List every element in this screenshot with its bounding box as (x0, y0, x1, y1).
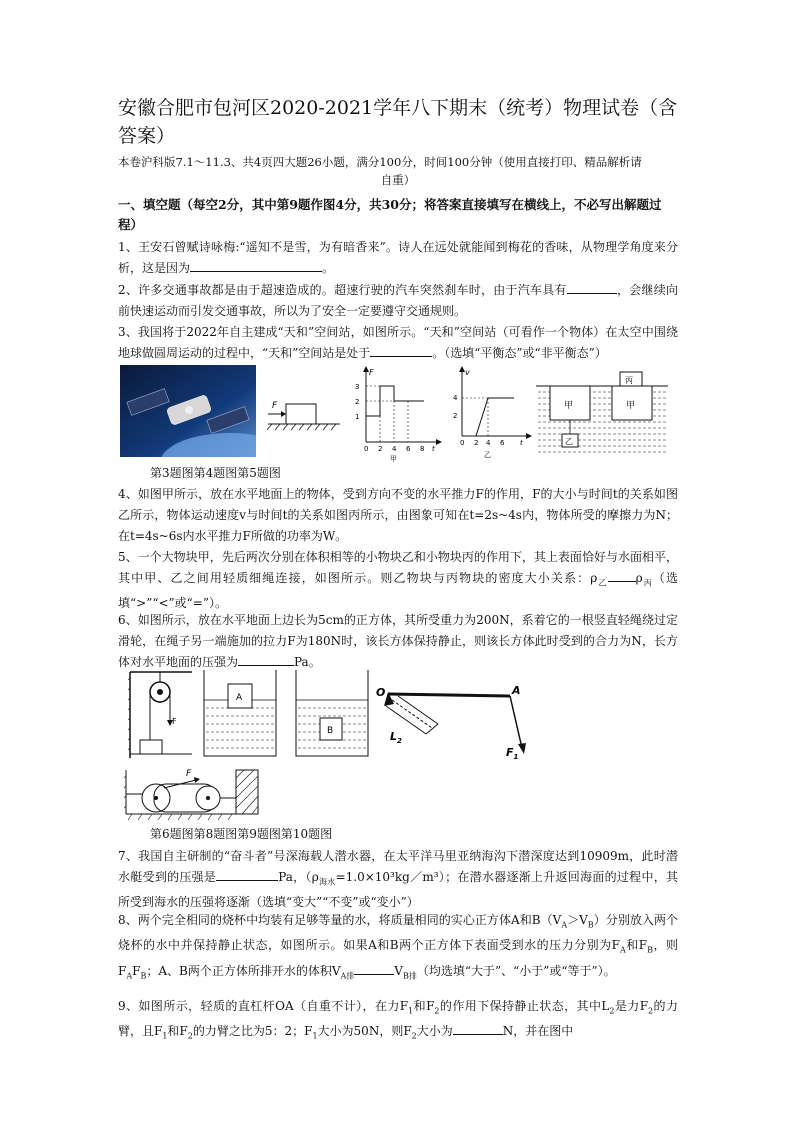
question-5 (118, 547, 678, 614)
block-jia-right: 甲 (626, 401, 636, 411)
subscript: B (140, 971, 147, 981)
question-9-text-c: 的作用下保持静止状态，其中L (439, 999, 610, 1013)
force-label: F (272, 401, 278, 411)
question-1-text: 1、王安石曾赋诗咏梅:“遥知不是雪，为有暗香来”。诗人在远处就能闻到梅花的香味，从物理学角度来分析，这是因为 (118, 240, 678, 275)
pulley-cart-figure (124, 764, 260, 822)
force-f1-label: $F_1$ (506, 746, 519, 761)
question-2 (118, 280, 678, 322)
answer-blank (370, 344, 432, 357)
subscript: A (126, 971, 133, 981)
buoyancy-figure (536, 368, 668, 460)
question-4-text: 4、如图甲所示，放在水平地面上的物体，受到方向不变的水平推力F的作用，F的大小与时间t的关系如图乙所示，物体运动速度v与时间t的关系如图丙所示，由图象可知在t=2s~4s内，物体所受的摩擦力为N；在t=4s~6s内水平推力F所做的功率为W。 (118, 487, 678, 543)
question-3-text-b: 。（选填“平衡态”或“非平衡态”） (432, 346, 607, 360)
pulley-figure (128, 668, 194, 760)
block-yi: 乙 (565, 437, 573, 446)
cube-a-label: A (236, 693, 243, 703)
answer-blank (238, 653, 294, 666)
question-8-text-i: （均选填“大于”、“小于”或“等于”）。 (416, 963, 616, 978)
force-label: F (172, 717, 177, 726)
tick-x-4: 4 (392, 445, 397, 453)
subscript: B (587, 920, 594, 930)
lever-figure (376, 682, 536, 768)
question-8-text-f: F (132, 963, 141, 978)
subscript: A (619, 945, 626, 955)
end-label: A (512, 684, 521, 697)
question-3-text-a: 3、我国将于2022年自主建成“天和”空间站，如图所示。“天和”空间站（可看作一个物体）在太空中围绕地球做圆周运动的过程中，“天和”空间站是处于 (118, 325, 678, 360)
tick-x-8: 8 (420, 445, 425, 453)
tick-y-3: 3 (355, 383, 360, 391)
subscript: 海水 (318, 877, 336, 887)
subscript: 2 (187, 1031, 193, 1041)
tick-x-0: 0 (460, 439, 465, 447)
velocity-time-graph (450, 364, 534, 462)
tick-x-0: 0 (364, 445, 369, 453)
subscript: 1 (162, 1031, 168, 1041)
exam-info-line2: 自重） (380, 173, 416, 187)
tick-y-4: 4 (453, 394, 458, 402)
question-9-text-e: 的力臂，且F (118, 999, 678, 1039)
tick-y-2: 2 (355, 398, 360, 406)
y-axis-label: v (465, 368, 470, 377)
question-3 (118, 322, 678, 364)
answer-blank (608, 569, 636, 582)
question-9-text-h: 大小为50N，则F (317, 1024, 412, 1039)
question-6 (118, 610, 678, 673)
question-8-text-h: V (394, 963, 403, 978)
question-9-text-d: 是力F (614, 999, 649, 1013)
tick-x-t: t (432, 445, 435, 453)
beaker-figure (202, 668, 370, 760)
subscript: B排 (402, 971, 417, 981)
answer-blank (354, 962, 394, 975)
force-label: F (186, 769, 192, 779)
exam-info (118, 153, 678, 189)
arm-l2-label: $L_2$ (390, 730, 402, 745)
question-6-text-b: Pa。 (294, 655, 321, 669)
subscript: A (561, 920, 568, 930)
question-7-text-b: Pa，（ρ (278, 870, 319, 884)
tick-x-t: t (520, 439, 523, 447)
question-9-text-a: 9、如图所示，轻质的直杠杆OA（自重不计），在力F (118, 999, 409, 1013)
subscript: A排 (340, 971, 355, 981)
tick-x-2: 2 (378, 445, 383, 453)
subscript: 2 (648, 1006, 654, 1016)
graph-caption: 乙 (484, 451, 491, 459)
satellite-figure (120, 365, 256, 457)
question-5-text-b: ρ (635, 571, 643, 585)
question-9 (118, 996, 678, 1047)
pivot-label: O (376, 686, 386, 699)
tick-y-2: 2 (453, 412, 458, 420)
subscript: 2 (434, 1006, 440, 1016)
subscript: 1 (408, 1006, 414, 1016)
cube-b-label: B (327, 726, 334, 736)
subscript: 乙 (597, 578, 608, 588)
tick-x-2: 2 (474, 439, 479, 447)
subscript: 2 (411, 1031, 417, 1041)
question-8-text-e: ，则F (118, 938, 678, 978)
answer-blank (567, 281, 617, 294)
y-axis-label: F (369, 368, 374, 377)
question-8-text-c: ）分别放入两个烧杯的水中并保持静止状态，如图所示。如果A和B两个正方体下表面受到水的压力分别为F (118, 913, 678, 953)
block-jia-left: 甲 (564, 401, 574, 411)
question-9-text-g: 的力臂之比为5：2；F (192, 1024, 313, 1039)
answer-blank (190, 259, 322, 272)
question-8-text-g: ；A、B两个正方体所排开水的体积V (146, 963, 341, 978)
tick-x-6: 6 (500, 439, 505, 447)
answer-blank (216, 868, 278, 881)
tick-y-1: 1 (355, 413, 360, 421)
question-8-text-d: 和F (625, 938, 648, 953)
question-1: 1、王安石曾赋诗咏梅:“遥知不是雪，为有暗香来”。诗人在远处就能闻到梅花的香味，从物理学角度来分析，这是因为 。 (118, 240, 678, 275)
subscript: B (647, 945, 653, 955)
exam-info-line1: 本卷沪科版7.1～11.3、共4页四大题26小题，满分100分，时间100分钟（使用直接打印、精品解析请 (118, 155, 642, 169)
graph-caption: 甲 (390, 455, 397, 462)
push-block-figure (264, 390, 344, 434)
question-8 (118, 910, 678, 986)
block-bing: 丙 (625, 376, 633, 385)
question-5-text-c: （选填“>”“<”或“=”）。 (118, 571, 679, 611)
subscript: 丙 (642, 578, 653, 588)
question-9-text-j: N，并在图中 (502, 1024, 574, 1039)
question-9-text-i: 大小为 (416, 1024, 453, 1039)
tick-x-4: 4 (486, 439, 491, 447)
page-title: 安徽合肥市包河区2020-2021学年八下期末（统考）物理试卷（含答案） (118, 97, 678, 147)
subscript: 1 (312, 1031, 318, 1041)
question-2-text-a: 2、许多交通事故都是由于超速造成的。超速行驶的汽车突然刹车时，由于汽车具有 (118, 283, 567, 297)
question-7-text-a: 7、我国自主研制的“奋斗者”号深海载人潜水器，在太平洋马里亚纳海沟下潜深度达到10909m，此时潜水艇受到的压强是 (118, 849, 678, 884)
question-9-text-f: 和F (167, 1024, 188, 1039)
figure-caption-row1: 第3题图第4题图第5题图 (150, 466, 281, 480)
answer-blank (453, 1022, 503, 1035)
question-2-text-b: ，会继续向前快速运动而引发交通事故，所以为了安全一定要遵守交通规则。 (118, 283, 678, 318)
question-4 (118, 484, 678, 547)
question-7 (118, 846, 678, 913)
question-8-text-a: 8、两个完全相同的烧杯中均装有足够等量的水，将质量相同的实心正方体A和B（V (118, 913, 562, 927)
section-heading: 一、填空题（每空2分，其中第9题作图4分，共30分；将答案直接填写在横线上，不必写出解题过程） (118, 197, 662, 232)
force-time-graph (352, 364, 444, 462)
subscript: 2 (609, 1006, 615, 1016)
question-7-text-c: =1.0×10³kg／m³）；在潜水器逐渐上升返回海面的过程中，其所受到海水的压强将逐渐（选填“变大”“不变”或“变小”） (118, 870, 678, 910)
question-6-text-a: 6、如图所示，放在水平地面上边长为5cm的正方体，其所受重力为200N，系着它的一根竖直轻绳绕过定滑轮，在绳子另一端施加的拉力F为180N时，该长方体保持静止，则该长方体此时受到的合力为N，长方体对水平地面的压强为 (118, 613, 678, 669)
question-8-text-b: ＞V (567, 913, 588, 927)
figure-caption-row2: 第6题图第8题图第9题图第10题图 (150, 827, 333, 841)
tick-x-6: 6 (406, 445, 411, 453)
question-9-text-b: 和F (413, 999, 435, 1013)
question-5-text-a: 5、一个大物块甲，先后两次分别在体积相等的小物块乙和小物块丙的作用下，其上表面恰好与水面相平，其中甲、乙之间用轻质细绳连接，如图所示。则乙物块与丙物块的密度大小关系：ρ (118, 550, 678, 585)
